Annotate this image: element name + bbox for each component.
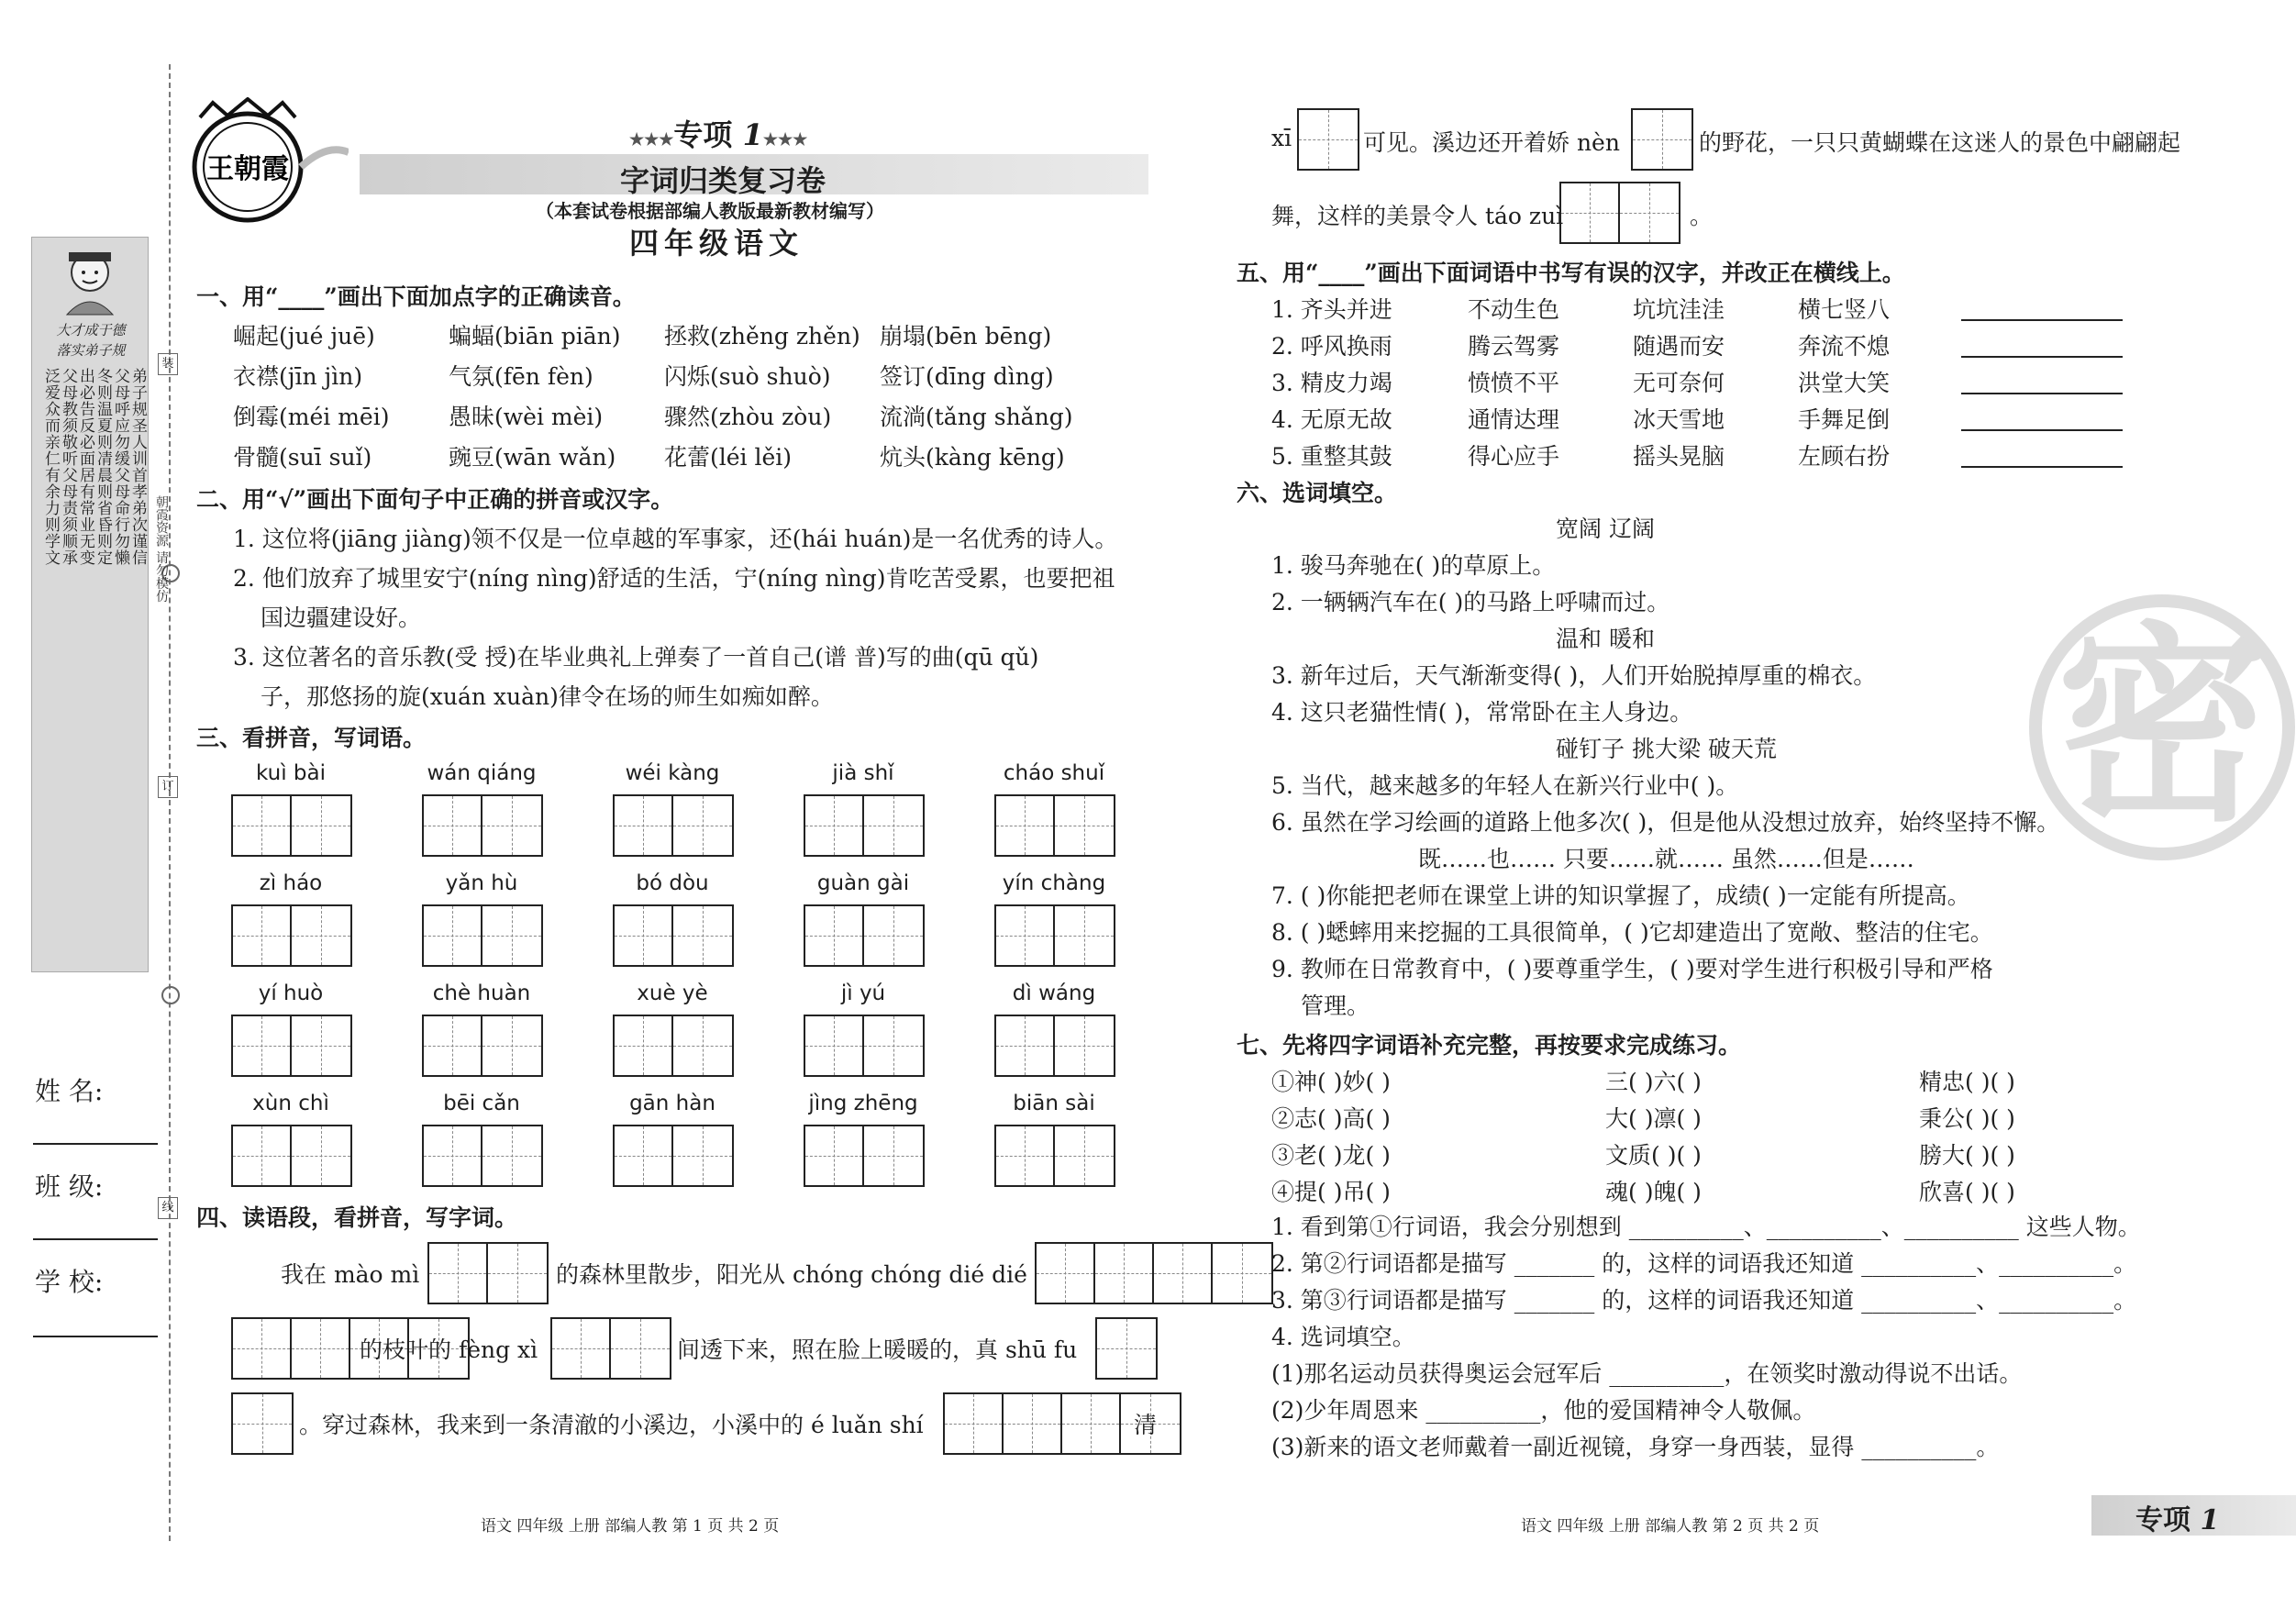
s6-line: 3. 新年过后，天气渐渐变得( )，人们开始脱掉厚重的棉衣。 [1271,662,1877,689]
answer-box[interactable] [613,1015,734,1077]
word-bank: 碰钉子 挑大梁 破天荒 [1556,736,1777,762]
answer-box[interactable] [231,1125,352,1187]
answer-box[interactable] [1035,1242,1273,1304]
answer-box[interactable] [422,904,543,967]
s5-word: 左顾右扮 [1798,443,1891,470]
pinyin-label: bó dòu [636,871,709,895]
answer-box[interactable] [427,1242,549,1304]
section-6-title: 六、选词填空。 [1237,480,1398,506]
answer-box[interactable] [231,1392,294,1455]
s7-idiom[interactable]: ③老( )龙( ) [1271,1142,1391,1169]
s4-text: 舞，这样的美景令人 táo zuì [1271,203,1564,229]
footer-left: 语文 四年级 上册 部编人教 第 1 页 共 2 页 [481,1517,780,1536]
logo-text: 王朝霞 [206,153,289,185]
s4-text: 清 [1134,1412,1158,1438]
s5-word: 横七竖八 [1798,296,1891,323]
page-title: 字词归类复习卷 [620,163,826,198]
s7-idiom[interactable]: 三( )六( ) [1605,1069,1702,1095]
binding-line [169,64,171,1541]
pinyin-label: guàn gài [816,871,910,895]
s5-word: 得心应手 [1468,443,1560,470]
s7-idiom[interactable]: ①神( )妙( ) [1271,1069,1391,1095]
pinyin-label: biān sài [1013,1092,1095,1115]
s7-question: 3. 第③行词语都是描写 _______ 的，这样的词语我还知道 __________、__________。 [1271,1287,2137,1314]
scholar-figure-icon [32,243,148,316]
s5-word: 随遇而安 [1633,333,1725,360]
answer-box[interactable] [804,1015,925,1077]
answer-box[interactable] [613,1125,734,1187]
word-bank: 既……也…… 只要……就…… 虽然……但是…… [1418,846,1914,872]
answer-box[interactable] [804,904,925,967]
answer-box[interactable] [422,1015,543,1077]
pinyin-label: kuì bài [256,761,326,785]
s5-word: 3. 精皮力竭 [1271,370,1392,396]
binding-hole-icon [161,986,180,1004]
section-2-title: 二、用“√”画出下面句子中正确的拼音或汉字。 [196,486,674,513]
pinyin-label: jià shǐ [832,761,894,785]
correction-line[interactable] [1961,466,2123,468]
s5-word: 冰天雪地 [1633,406,1725,433]
sidebar-panel [31,237,149,972]
section-4-title: 四、读语段，看拼音，写字词。 [196,1204,518,1231]
word-bank: 宽阔 辽阔 [1556,516,1655,542]
s7-idiom[interactable]: 魂( )魄( ) [1605,1179,1702,1205]
header-tag: ★★★专项 1★★★ [629,117,808,152]
word-bank: 温和 暖和 [1556,626,1655,652]
s5-word: 无可奈何 [1633,370,1725,396]
s5-word: 2. 呼风换雨 [1271,333,1392,360]
s2-line: 3. 这位著名的音乐教(受 授)在毕业典礼上弹奏了一首自己(谱 普)写的曲(qū qǔ) [233,644,1039,671]
s4-text: 。 [1690,203,1714,229]
s4-text: 的森林里散步，阳光从 chóng chóng dié dié [556,1261,1027,1288]
answer-box[interactable] [231,904,352,967]
pinyin-label: xùn chì [252,1092,329,1115]
s6-line: 5. 当代，越来越多的年轻人在新兴行业中( )。 [1271,772,1739,799]
s6-line: 7. ( )你能把老师在课堂上讲的知识掌握了，成绩( )一定能有所提高。 [1271,882,1970,909]
s5-word: 摇头晃脑 [1633,443,1725,470]
pinyin-label: jì yú [840,981,886,1005]
s7-idiom[interactable]: 欣喜( )( ) [1919,1179,2015,1205]
s6-line: 6. 虽然在学习绘画的道路上他多次( )，但是他从没想过放弃，始终坚持不懈。 [1271,809,2060,836]
answer-box[interactable] [550,1317,671,1380]
s7-question: 4. 选词填空。 [1271,1324,1415,1350]
s5-word: 奔流不熄 [1798,333,1891,360]
pinyin-label: xuè yè [637,981,708,1005]
pinyin-label: yí huò [258,981,324,1005]
s7-idiom[interactable]: ②志( )高( ) [1271,1105,1391,1132]
s7-idiom[interactable]: 秉公( )( ) [1919,1105,2015,1132]
s5-word: 坑坑洼洼 [1633,296,1725,323]
pinyin-label: zì háo [259,871,323,895]
s6-line: 管理。 [1301,993,1370,1019]
pinyin-label: wéi kàng [625,761,720,785]
s7-question: 1. 看到第①行词语，我会分别想到 __________、__________、__________ 这些人物。 [1271,1214,2141,1240]
s5-word: 洪堂大笑 [1798,370,1891,396]
correction-line[interactable] [1961,429,2123,431]
s1-row: 骨髓(suī suǐ) 豌豆(wān wǎn) 花蕾(léi lěi) 炕头(kàng kēng) [233,444,1065,471]
page-subtitle: （本套试卷根据部编人教版最新教材编写） [536,200,884,222]
answer-box[interactable] [231,1015,352,1077]
margin-mark: 线 [158,1197,178,1219]
s5-word: 手舞足倒 [1798,406,1891,433]
answer-box[interactable] [231,794,352,857]
s2-line: 国边疆建设好。 [261,604,422,631]
section-5-title: 五、用“____”画出下面词语中书写有误的汉字，并改正在横线上。 [1237,260,1905,286]
name-field[interactable] [33,1143,158,1145]
s2-line: 2. 他们放弃了城里安宁(níng nìng)舒适的生活，宁(níng nìng)肯吃苦受累，也要把祖 [233,565,1115,592]
answer-box[interactable] [994,1125,1115,1187]
pinyin-label: gān hàn [629,1092,715,1115]
name-label: 姓 名: [35,1076,104,1106]
pinyin-label: bēi cǎn [443,1092,520,1115]
watermark-seal: 密 [2029,594,2295,860]
answer-box[interactable] [1095,1317,1158,1380]
answer-box[interactable] [613,794,734,857]
correction-line[interactable] [1961,319,2123,321]
pinyin-label: yǎn hù [445,871,518,895]
grade-label: 四年级语文 [629,226,804,261]
footer-tag: 专项 1 [2135,1504,2220,1536]
answer-box[interactable] [422,1125,543,1187]
s5-word: 1. 齐头并进 [1271,296,1392,323]
pinyin-label: jìng zhēng [808,1092,918,1115]
s4-text: xī [1271,125,1292,151]
s1-row: 倒霉(méi mēi) 愚昧(wèi mèi) 骤然(zhòu zòu) 流淌(tǎng shǎng) [233,404,1073,430]
s5-word: 4. 无原无故 [1271,406,1392,433]
answer-box[interactable] [1559,182,1680,244]
answer-box[interactable] [613,904,734,967]
answer-box[interactable] [1297,108,1359,171]
answer-box[interactable] [994,904,1115,967]
section-3-title: 三、看拼音，写词语。 [196,725,427,751]
class-field[interactable] [33,1238,158,1240]
pinyin-label: yín chàng [1002,871,1106,895]
s4-text: 我在 mào mì [281,1261,420,1288]
sidebar-mottos: 弟子规圣人训首孝弟次谨信 父母呼应勿缓父母命行勿懒 冬则温夏则凊晨则省昏则定 出必告反必面居有常业无变 父母教须敬听父母责须顺承 泛爱众而亲仁有余力则学文 [41,368,147,566]
s7-idiom[interactable]: 大( )凛( ) [1605,1105,1702,1132]
s7-question: 2. 第②行词语都是描写 _______ 的，这样的词语我还知道 __________、__________。 [1271,1250,2137,1277]
margin-mark: 订 [158,776,178,798]
s7-idiom[interactable]: 膀大( )( ) [1919,1142,2015,1169]
s4-text: 的枝叶的 fèng xì [360,1336,538,1363]
s2-line: 1. 这位将(jiāng jiàng)领不仅是一位卓越的军事家，还(hái huán)是一名优秀的诗人。 [233,526,1118,552]
margin-note: 朝霞资源 请勿模仿 [154,495,169,603]
pinyin-label: dì wáng [1012,981,1096,1005]
s1-row: 衣襟(jīn jìn) 气氛(fēn fèn) 闪烁(suò shuò) 签订(dīng dìng) [233,363,1054,390]
s6-line: 9. 教师在日常教育中，( )要尊重学生，( )要对学生进行积极引导和严格 [1271,956,1993,982]
correction-line[interactable] [1961,393,2123,394]
s7-question: (3)新来的语文老师戴着一副近视镜，身穿一身西装，显得 __________。 [1271,1434,2000,1460]
sidebar-slogan: 大才成于德 [56,322,126,338]
s2-line: 子，那悠扬的旋(xuán xuàn)律令在场的师生如痴如醉。 [261,683,834,710]
s5-word: 5. 重整其鼓 [1271,443,1392,470]
s1-row: 崛起(jué juē) 蝙蝠(biān piān) 拯救(zhěng zhěn) 崩塌(bēn bēng) [233,323,1052,349]
pinyin-label: wán qiáng [427,761,537,785]
school-field[interactable] [33,1336,158,1337]
s6-line: 1. 骏马奔驰在( )的草原上。 [1271,552,1556,579]
s4-text: 间透下来，照在脸上暖暖的，真 shū fu [677,1336,1078,1363]
s4-text: 。穿过森林，我来到一条清澈的小溪边，小溪中的 é luǎn shí [299,1412,924,1438]
footer-right: 语文 四年级 上册 部编人教 第 2 页 共 2 页 [1521,1517,1820,1536]
s7-idiom[interactable]: ④提( )吊( ) [1271,1179,1391,1205]
s5-word: 腾云驾雾 [1468,333,1560,360]
sidebar-slogan: 落实弟子规 [56,342,126,359]
answer-box[interactable] [994,1015,1115,1077]
s4-text: 的野花，一只只黄蝴蝶在这迷人的景色中翩翩起 [1699,129,2181,156]
answer-box[interactable] [994,794,1115,857]
pinyin-label: cháo shuǐ [1003,761,1105,785]
answer-box[interactable] [1631,108,1693,171]
s6-line: 4. 这只老猫性情( )，常常卧在主人身边。 [1271,699,1693,726]
answer-box[interactable] [804,1125,925,1187]
answer-box[interactable] [804,794,925,857]
s7-question: (2)少年周恩来 __________，他的爱国精神令人敬佩。 [1271,1397,1816,1424]
brand-logo [180,97,349,226]
s6-line: 2. 一辆辆汽车在( )的马路上呼啸而过。 [1271,589,1670,616]
s7-idiom[interactable]: 文质( )( ) [1605,1142,1702,1169]
s6-line: 8. ( )蟋蟀用来挖掘的工具很简单，( )它却建造出了宽敞、整洁的住宅。 [1271,919,1993,946]
section-1-title: 一、用“____”画出下面加点字的正确读音。 [196,283,636,310]
school-label: 学 校: [35,1267,104,1297]
s5-word: 通情达理 [1468,406,1560,433]
margin-mark: 装 [158,353,178,375]
class-label: 班 级: [35,1171,104,1202]
correction-line[interactable] [1961,356,2123,358]
section-7-title: 七、先将四字词语补充完整，再按要求完成练习。 [1237,1032,1742,1059]
answer-box[interactable] [422,794,543,857]
s7-idiom[interactable]: 精忠( )( ) [1919,1069,2015,1095]
pinyin-label: chè huàn [432,981,531,1005]
s4-text: 可见。溪边还开着娇 nèn [1363,129,1620,156]
s5-word: 不动生色 [1468,296,1560,323]
s7-question: (1)那名运动员获得奥运会冠军后 __________，在领奖时激动得说不出话。 [1271,1360,2023,1387]
s5-word: 愤愤不平 [1468,370,1560,396]
